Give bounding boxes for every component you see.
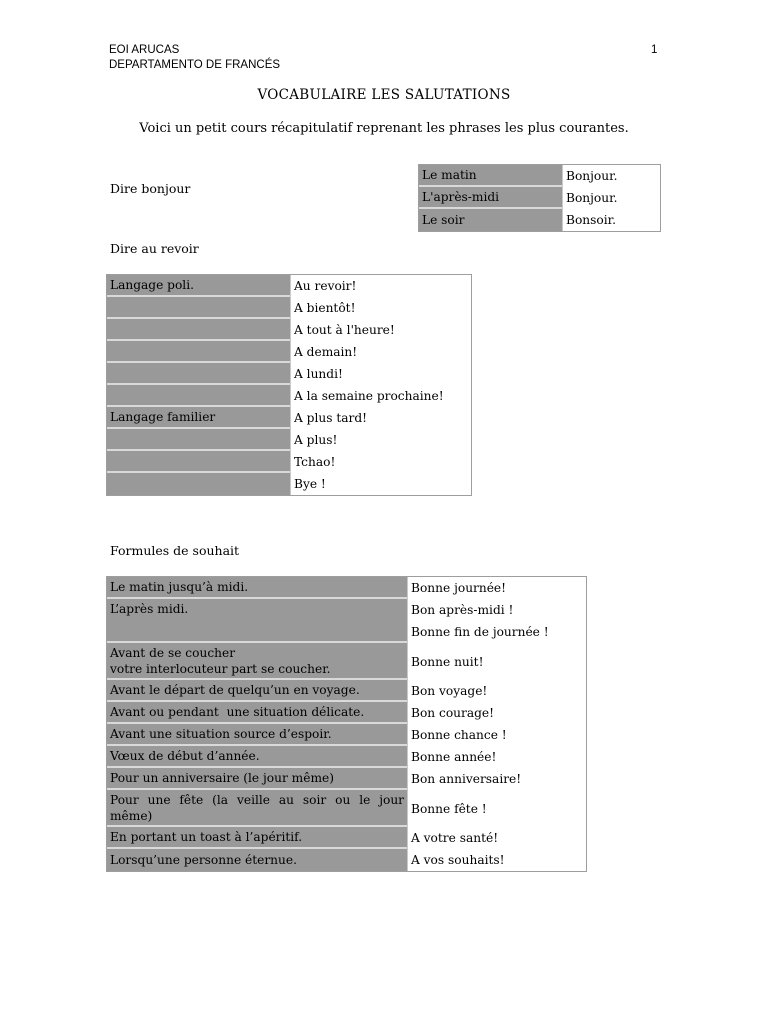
cell-register — [107, 385, 290, 407]
cell-say: A vos souhaits! — [407, 849, 586, 871]
table-row — [107, 790, 586, 827]
cell-say: Bonne chance ! — [407, 724, 586, 746]
section-heading-dire-bonjour: Dire bonjour — [110, 181, 191, 196]
cell-situation-line2: même) — [110, 808, 153, 823]
cell-say: Tchao! — [290, 451, 471, 473]
cell-situation: Pour un anniversaire (le jour même) — [107, 768, 407, 790]
cell-situation-line1: Avant de se coucher — [110, 645, 236, 660]
cell-say: Bonne fin de journée ! — [407, 621, 586, 643]
cell-register — [107, 319, 290, 341]
cell-say: A la semaine prochaine! — [290, 385, 471, 407]
cell-situation — [107, 621, 407, 643]
table-row — [107, 724, 586, 746]
cell-say: Au revoir! — [290, 275, 471, 297]
page-number: 1 — [651, 44, 658, 56]
table-row — [107, 746, 586, 768]
dire-bonjour-table — [418, 164, 661, 232]
header-department: DEPARTAMENTO DE FRANCÉS — [109, 59, 281, 71]
cell-register — [107, 341, 290, 363]
table-row — [107, 473, 471, 495]
cell-register — [107, 451, 290, 473]
table-row — [107, 451, 471, 473]
table-row — [107, 363, 471, 385]
table-row — [107, 385, 471, 407]
cell-situation: En portant un toast à l’apéritif. — [107, 827, 407, 849]
cell-say: A votre santé! — [407, 827, 586, 849]
cell-situation: Le matin jusqu’à midi. — [107, 577, 407, 599]
table-row — [107, 297, 471, 319]
cell-when: Le matin — [419, 165, 562, 187]
cell-register — [107, 429, 290, 451]
cell-when: L'après-midi — [419, 187, 562, 209]
section-heading-formules-de-souhait: Formules de souhait — [110, 543, 240, 558]
page-title: VOCABULAIRE LES SALUTATIONS — [257, 87, 511, 103]
cell-register — [107, 363, 290, 385]
cell-say: A bientôt! — [290, 297, 471, 319]
cell-say: Bye ! — [290, 473, 471, 495]
table-row — [107, 429, 471, 451]
cell-situation: Avant une situation source d’espoir. — [107, 724, 407, 746]
intro-text: Voici un petit cours récapitulatif reprenant les phrases les plus courantes. — [139, 121, 629, 136]
table-row — [107, 849, 586, 871]
table-row — [107, 827, 586, 849]
cell-say: Bon anniversaire! — [407, 768, 586, 790]
cell-say: A plus tard! — [290, 407, 471, 429]
cell-say: Bon courage! — [407, 702, 586, 724]
cell-situation-line1: Pour une fête (la veille au soir ou le jour — [110, 792, 404, 807]
table-row — [107, 341, 471, 363]
cell-register: Langage familier — [107, 407, 290, 429]
table-row — [107, 621, 586, 643]
table-row — [107, 577, 586, 599]
cell-say: A demain! — [290, 341, 471, 363]
cell-say: Bonsoir. — [562, 209, 660, 231]
cell-say: Bonne nuit! — [407, 643, 586, 680]
cell-situation: Avant ou pendant une situation délicate. — [107, 702, 407, 724]
cell-when: Le soir — [419, 209, 562, 231]
cell-register: Langage poli. — [107, 275, 290, 297]
cell-register — [107, 473, 290, 495]
formules-de-souhait-table — [106, 576, 587, 872]
cell-situation: Vœux de début d’année. — [107, 746, 407, 768]
cell-say: A plus! — [290, 429, 471, 451]
cell-say: A tout à l'heure! — [290, 319, 471, 341]
table-row — [419, 165, 660, 187]
cell-say: Bonjour. — [562, 187, 660, 209]
cell-say: Bonne journée! — [407, 577, 586, 599]
cell-say: Bonne fête ! — [407, 790, 586, 827]
cell-situation-line2: votre interlocuteur part se coucher. — [110, 661, 331, 676]
cell-situation — [107, 643, 407, 680]
cell-register — [107, 297, 290, 319]
cell-situation: Avant le départ de quelqu’un en voyage. — [107, 680, 407, 702]
cell-say: Bon voyage! — [407, 680, 586, 702]
table-row — [419, 209, 660, 231]
cell-say: Bonne année! — [407, 746, 586, 768]
table-row — [107, 768, 586, 790]
section-heading-dire-au-revoir: Dire au revoir — [110, 241, 199, 256]
cell-say: Bon après-midi ! — [407, 599, 586, 621]
dire-au-revoir-table — [106, 274, 472, 496]
table-row — [107, 599, 586, 621]
table-row — [419, 187, 660, 209]
table-row — [107, 275, 471, 297]
cell-say: Bonjour. — [562, 165, 660, 187]
cell-situation: L’après midi. — [107, 599, 407, 621]
table-row — [107, 319, 471, 341]
cell-situation: Lorsqu’une personne éternue. — [107, 849, 407, 871]
header-school: EOI ARUCAS — [109, 44, 180, 56]
table-row — [107, 643, 586, 680]
cell-situation — [107, 790, 407, 827]
cell-say: A lundi! — [290, 363, 471, 385]
table-row — [107, 407, 471, 429]
table-row — [107, 702, 586, 724]
table-row — [107, 680, 586, 702]
